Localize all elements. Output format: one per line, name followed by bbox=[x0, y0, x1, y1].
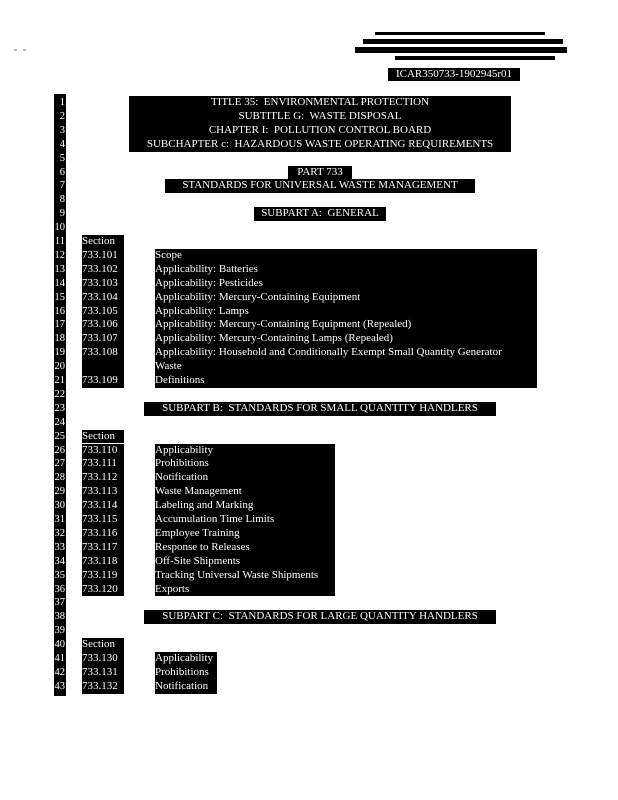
line-number: 26 bbox=[54, 444, 65, 456]
section-number: 733.107 bbox=[82, 332, 118, 345]
line-number: 9 bbox=[59, 208, 65, 220]
line-number: 30 bbox=[54, 500, 65, 512]
line-number: 10 bbox=[54, 222, 65, 234]
section-number: 733.116 bbox=[82, 526, 118, 539]
section-number: 733.103 bbox=[82, 276, 118, 289]
document-id: ICAR350733-1902945r01 bbox=[388, 68, 520, 81]
section-number: 733.118 bbox=[82, 554, 118, 567]
line-number: 31 bbox=[54, 514, 65, 525]
line-number: 21 bbox=[54, 375, 65, 386]
line-number: 20 bbox=[54, 361, 65, 373]
chapter-line: CHAPTER I: POLLUTION CONTROL BOARD bbox=[129, 124, 511, 138]
section-title: Notification bbox=[155, 679, 209, 692]
line-number: 37 bbox=[54, 597, 65, 609]
section-number: 733.113 bbox=[82, 485, 118, 498]
line-number: 5 bbox=[59, 152, 65, 164]
section-title: Employee Training bbox=[155, 526, 240, 539]
section-title: Applicability: Household and Conditionally Exempt Small Quantity Generator bbox=[155, 346, 502, 359]
section-title: Exports bbox=[155, 582, 190, 595]
section-number: 733.115 bbox=[82, 513, 118, 525]
line-number: 29 bbox=[54, 486, 65, 498]
title-line: TITLE 35: ENVIRONMENTAL PROTECTION bbox=[129, 96, 511, 110]
section-title: Notification bbox=[155, 471, 209, 484]
line-number: 42 bbox=[54, 666, 65, 678]
line-number: 35 bbox=[54, 569, 65, 581]
section-title: Applicability: Mercury-Containing Equipment (Repealed) bbox=[155, 318, 412, 331]
section-title: Definitions bbox=[155, 374, 205, 386]
line-number: 18 bbox=[54, 333, 65, 345]
section-title: Waste bbox=[155, 360, 182, 373]
line-number: 7 bbox=[59, 180, 65, 192]
section-title: Applicability bbox=[155, 652, 214, 664]
line-number: 34 bbox=[54, 555, 65, 567]
line-number: 23 bbox=[54, 402, 65, 414]
line-number: 3 bbox=[59, 124, 65, 136]
line-number: 4 bbox=[59, 138, 65, 150]
section-title: Applicability: Batteries bbox=[155, 262, 258, 275]
line-number: 28 bbox=[54, 472, 65, 484]
line-number: 12 bbox=[54, 249, 65, 261]
section-title: Applicability: Lamps bbox=[155, 304, 249, 317]
line-number: 40 bbox=[54, 639, 65, 651]
section-number: 733.117 bbox=[82, 540, 118, 553]
section-title: Accumulation Time Limits bbox=[155, 513, 275, 525]
part-title: STANDARDS FOR UNIVERSAL WASTE MANAGEMENT bbox=[165, 179, 475, 193]
line-number: 15 bbox=[54, 291, 65, 303]
scan-speck bbox=[14, 38, 60, 40]
line-number: 39 bbox=[54, 625, 65, 637]
section-number: 733.109 bbox=[82, 374, 118, 386]
section-title: Waste Management bbox=[155, 485, 242, 498]
section-title: Applicability: Mercury-Containing Equipment bbox=[155, 290, 361, 303]
line-number: 22 bbox=[54, 388, 65, 400]
subpart-a-heading: SUBPART A: GENERAL bbox=[254, 207, 386, 221]
line-number: 27 bbox=[54, 458, 65, 470]
line-number: 16 bbox=[54, 305, 65, 317]
section-number: 733.110 bbox=[82, 443, 118, 456]
line-number: 17 bbox=[54, 319, 65, 331]
document-stamp bbox=[355, 32, 567, 62]
section-number bbox=[82, 360, 124, 374]
section-number: 733.131 bbox=[82, 665, 118, 678]
line-number: 36 bbox=[54, 583, 65, 595]
section-title: Tracking Universal Waste Shipments bbox=[155, 568, 319, 581]
section-title: Applicability: Pesticides bbox=[155, 276, 263, 289]
subpart-b-heading: SUBPART B: STANDARDS FOR SMALL QUANTITY HANDLERS bbox=[144, 402, 496, 416]
section-number: 733.120 bbox=[82, 582, 118, 595]
section-number: 733.102 bbox=[82, 262, 118, 275]
line-number: 43 bbox=[54, 680, 65, 692]
section-number: 733.111 bbox=[82, 457, 117, 470]
line-number: 1 bbox=[59, 97, 65, 108]
section-title: Labeling and Marking bbox=[155, 499, 254, 512]
section-title: Off-Site Shipments bbox=[155, 554, 241, 567]
section-number: 733.101 bbox=[82, 248, 118, 261]
line-number: 24 bbox=[54, 416, 65, 428]
section-number: 733.130 bbox=[82, 652, 118, 664]
section-title: Response to Releases bbox=[155, 540, 250, 553]
part-number: PART 733 bbox=[288, 166, 352, 180]
section-number: 733.112 bbox=[82, 471, 118, 484]
section-title: Prohibitions bbox=[155, 665, 209, 678]
subpart-c-heading: SUBPART C: STANDARDS FOR LARGE QUANTITY HANDLERS bbox=[144, 610, 496, 624]
section-title: Applicability bbox=[155, 443, 214, 456]
line-number: 6 bbox=[59, 166, 65, 178]
section-title: Prohibitions bbox=[155, 457, 209, 470]
subpart-b-section-label: Section bbox=[82, 430, 124, 444]
line-number: 38 bbox=[54, 611, 65, 623]
section-number: 733.132 bbox=[82, 679, 118, 692]
section-title: Applicability: Mercury-Containing Lamps (Repealed) bbox=[155, 332, 393, 345]
line-number: 11 bbox=[54, 236, 65, 247]
section-number: 733.108 bbox=[82, 346, 118, 359]
line-number: 8 bbox=[59, 194, 65, 206]
section-number: 733.106 bbox=[82, 318, 118, 331]
line-number: 14 bbox=[54, 277, 65, 289]
subpart-a-section-label: Section bbox=[82, 235, 124, 249]
line-number: 32 bbox=[54, 527, 65, 539]
line-number: 13 bbox=[54, 263, 65, 275]
line-number: 41 bbox=[54, 653, 65, 664]
line-number: 25 bbox=[54, 430, 65, 442]
section-title: Scope bbox=[155, 248, 182, 261]
section-number: 733.114 bbox=[82, 499, 118, 512]
section-number: 733.119 bbox=[82, 568, 118, 581]
subpart-c-section-label: Section bbox=[82, 638, 124, 652]
section-number: 733.104 bbox=[82, 290, 118, 303]
line-number: 19 bbox=[54, 347, 65, 359]
section-number: 733.105 bbox=[82, 304, 118, 317]
line-number: 2 bbox=[59, 110, 65, 122]
subchapter-line: SUBCHAPTER c: HAZARDOUS WASTE OPERATING REQUIREMENTS bbox=[129, 138, 511, 152]
subtitle-line: SUBTITLE G: WASTE DISPOSAL bbox=[129, 110, 511, 124]
line-number: 33 bbox=[54, 541, 65, 553]
